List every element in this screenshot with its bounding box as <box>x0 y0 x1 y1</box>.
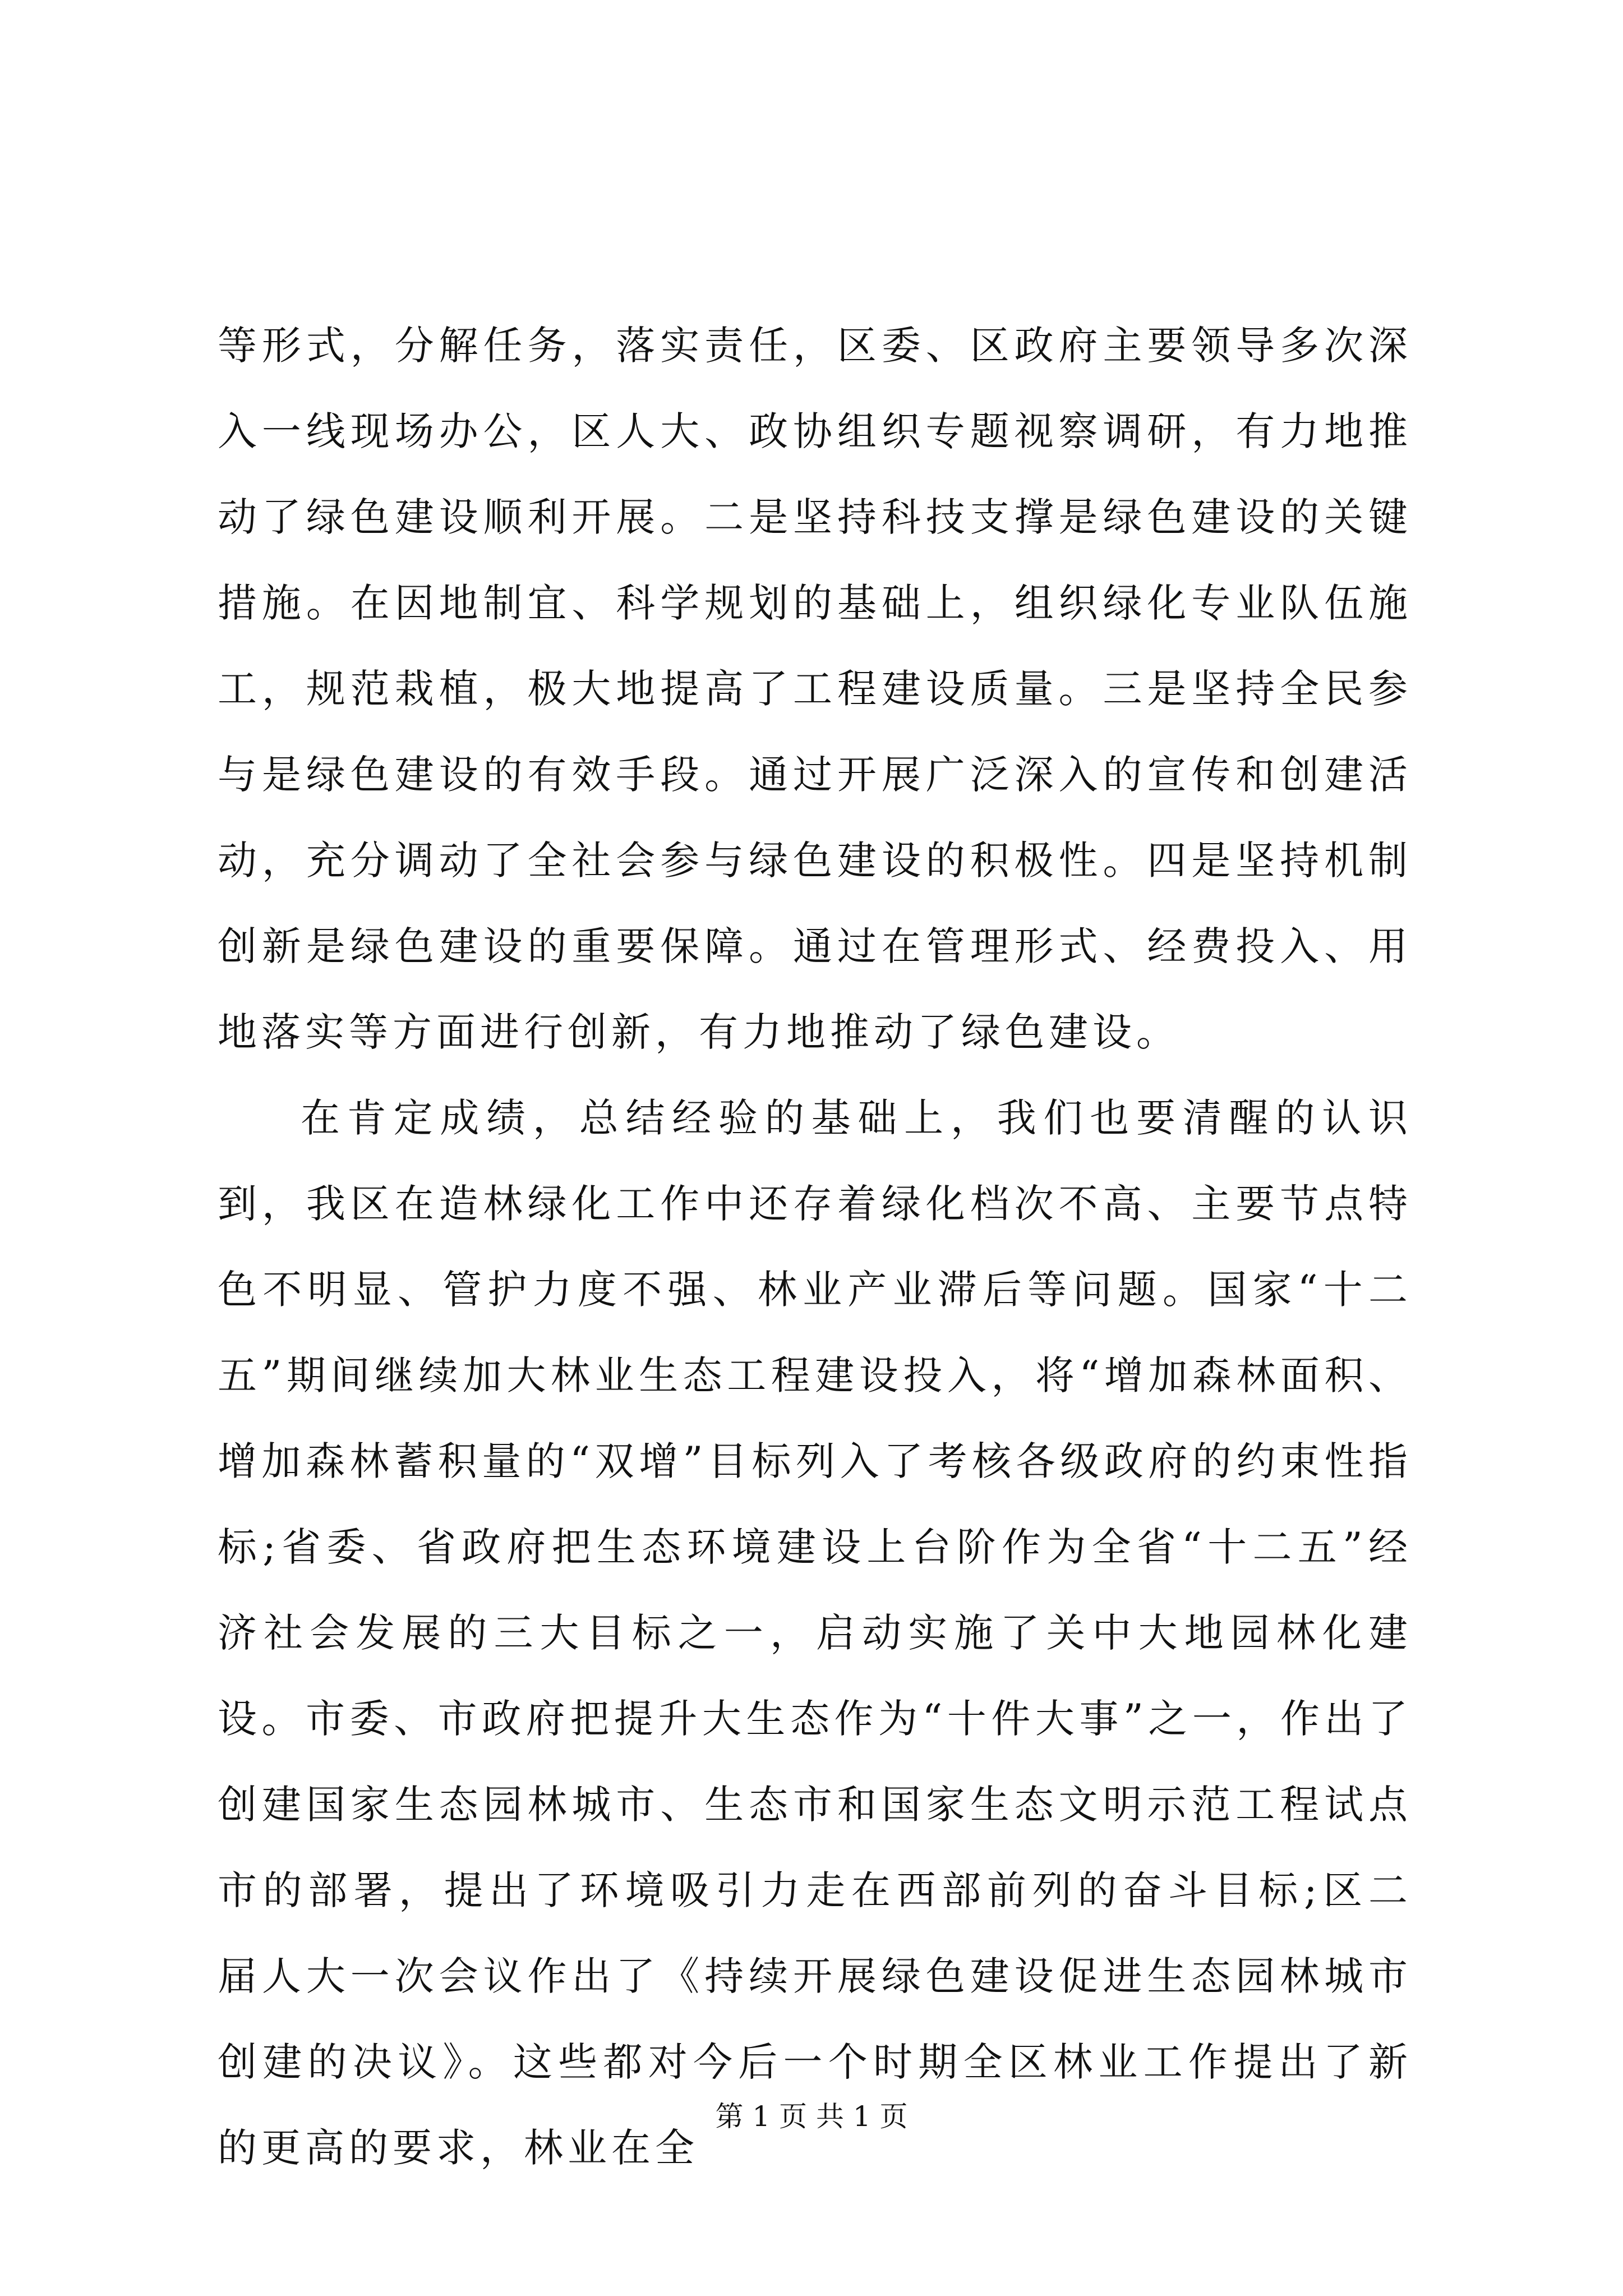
page-number-footer: 第 1 页 共 1 页 <box>715 2100 908 2133</box>
paragraph-2: 在肯定成绩，总结经验的基础上，我们也要清醒的认识到，我区在造林绿化工作中还存着绿化档次不高、主要节点特色不明显、管护力度不强、林业产业滞后等问题。国家“十二五”期间继续加大林业生态工程建设投入，将“增加森林面积、增加森林蓄积量的“双增”目标列入了考核各级政府的约束性指标;省委、省政府把生态环境建设上台阶作为全省“十二五”经济社会发展的三大目标之一，启动实施了关中大地园林化建设。市委、市政府把提升大生态作为“十件大事”之一，作出了创建国家生态园林城市、生态市和国家生态文明示范工程试点市的部署，提出了环境吸引力走在西部前列的奋斗目标;区二届人大一次会议作出了《持续开展绿色建设促进生态园林城市创建的决议》。这些都对今后一个时期全区林业工作提出了新的更高的要求，林业在全 <box>218 1095 1412 2171</box>
document-body <box>218 303 1412 2191</box>
paragraph-1: 等形式，分解任务，落实责任，区委、区政府主要领导多次深入一线现场办公，区人大、政协组织专题视察调研，有力地推动了绿色建设顺利开展。二是坚持科技支撑是绿色建设的关键措施。在因地制宜、科学规划的基础上，组织绿化专业队伍施工，规范栽植，极大地提高了工程建设质量。三是坚持全民参与是绿色建设的有效手段。通过开展广泛深入的宣传和创建活动，充分调动了全社会参与绿色建设的积极性。四是坚持机制创新是绿色建设的重要保障。通过在管理形式、经费投入、用地落实等方面进行创新，有力地推动了绿色建设。 <box>218 323 1412 1055</box>
